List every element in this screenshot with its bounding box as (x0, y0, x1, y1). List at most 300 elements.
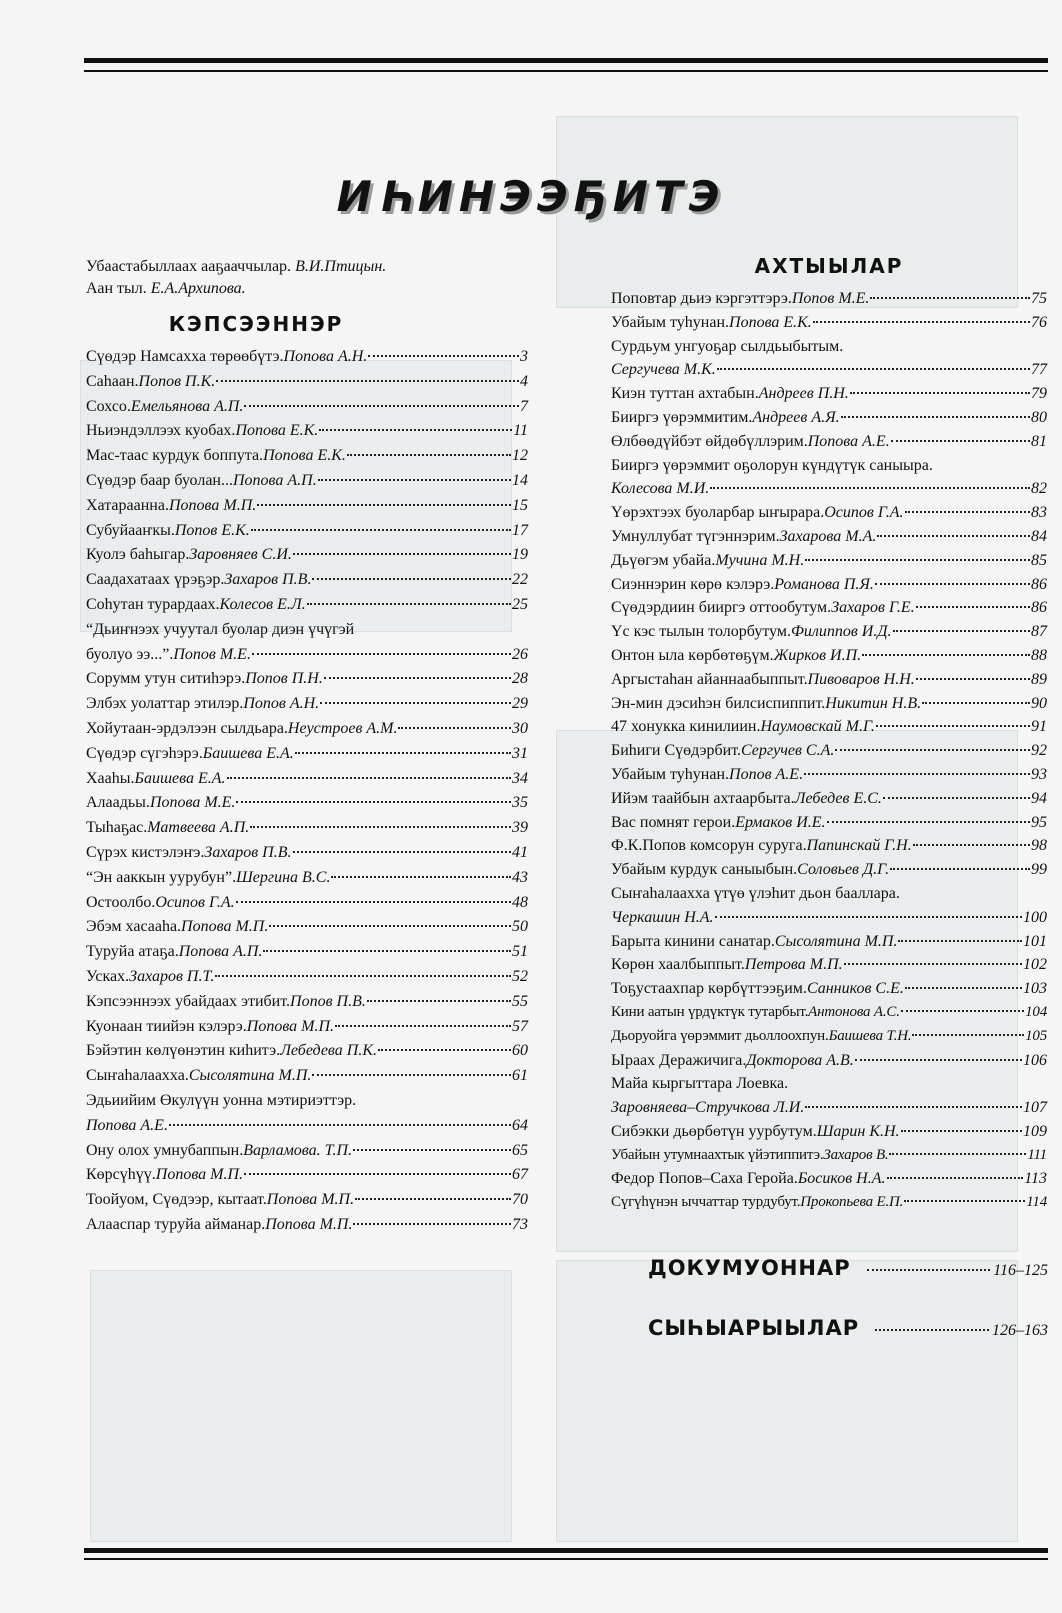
toc-entry (86, 571, 528, 596)
entry-title: Вас помнят герои. (611, 813, 736, 831)
entry-author: Колесова М.И. (611, 480, 710, 498)
entry-author: Попова М.П. (181, 918, 269, 936)
leader-dots (335, 1025, 511, 1027)
entry-author: Попова М.Е. (149, 794, 236, 812)
entry-page-number: 50 (512, 918, 528, 936)
entry-page-number: 84 (1031, 527, 1047, 545)
toc-entry (86, 1018, 528, 1043)
toc-entry (86, 794, 528, 819)
entry-title: Бииргэ үөрэммитим. (611, 408, 753, 426)
entry-author: Попова М.П. (246, 1017, 335, 1035)
toc-entry (611, 814, 1047, 838)
leader-dots (805, 559, 1030, 561)
toc-entry (611, 314, 1047, 338)
entry-title: Хатарааннa. (86, 496, 169, 514)
entry-author: Попов М.Е. (791, 290, 870, 307)
entry-author: Попов А.Н. (243, 695, 320, 713)
leader-dots (353, 1149, 511, 1151)
entry-page-number: 92 (1031, 742, 1047, 760)
toc-entry (86, 894, 528, 919)
leader-dots (875, 583, 1030, 585)
toc-entry (611, 1075, 1047, 1099)
entry-title: Ньиэндэллээх куобах. (86, 422, 236, 440)
toc-entry (611, 433, 1047, 457)
entry-page-number: 57 (512, 1017, 528, 1035)
leader-dots (890, 868, 1030, 870)
entry-author: Папинскай Г.Н. (806, 837, 912, 855)
toc-entry (611, 576, 1047, 600)
entry-title: Майа кыргыттара Лоевка. (611, 1075, 789, 1093)
entry-page-number: 39 (512, 819, 528, 837)
entry-title: Сүөдэрдиин бииргэ оттообутум. (611, 599, 832, 617)
leader-dots (215, 975, 511, 977)
toc-entry (86, 596, 528, 621)
section-heading-akhtylar: АХТЫЫЛАР (754, 254, 904, 278)
entry-title: Субуйааҥкы. (86, 521, 175, 539)
entry-page-number: 113 (1024, 1170, 1047, 1188)
entry-title: Куолэ баһыгар. (86, 546, 190, 564)
entry-author: Матвеева А.П. (147, 819, 250, 837)
toc-entry (86, 1117, 528, 1142)
entry-title: Сыҥаһалаахха үтүө үлэһит дьон бааллара. (611, 884, 900, 902)
entry-title: Киэн туттан ахтабын. (611, 385, 759, 403)
leader-dots (355, 1198, 511, 1200)
entry-title: Саадахатаах үрэҕэр. (86, 571, 225, 589)
toc-entry (611, 290, 1047, 314)
entry-page-number: 98 (1031, 837, 1047, 855)
leader-dots (263, 950, 511, 952)
entry-author: Попов П.К. (138, 372, 216, 390)
leader-dots (378, 1049, 511, 1051)
leader-dots (295, 752, 511, 754)
entry-title: Тоҕустаахпар көрбүттээҕим. (611, 980, 807, 998)
entry-author: Осипов Г.А. (824, 504, 904, 522)
toc-entry (611, 766, 1047, 790)
intro-line (86, 278, 516, 300)
entry-page-number: 14 (512, 471, 528, 489)
sources-entry (648, 1316, 1048, 1340)
toc-entry (86, 720, 528, 745)
entry-title: Өлбөөдүйбэт өйдөбүллэрим. (611, 432, 808, 450)
toc-entry (86, 745, 528, 770)
entry-title: Сыҥаһалаахха. (86, 1067, 189, 1085)
toc-entry (611, 623, 1047, 647)
entry-author: Шергина В.С. (236, 868, 331, 886)
entry-title: Онтон ыла көрбөтөҕүм. (611, 646, 774, 664)
entry-author: Сергучева М.К. (611, 361, 716, 379)
toc-entry (611, 861, 1047, 885)
toc-entry (86, 844, 528, 869)
entry-author: Сысолятина М.П. (188, 1067, 312, 1085)
documents-pages: 116–125 (993, 1262, 1048, 1279)
entry-page-number: 64 (512, 1116, 528, 1134)
toc-entry (86, 1191, 528, 1216)
entry-author: Попов Е.К. (174, 521, 250, 539)
entry-page-number: 17 (512, 521, 528, 539)
entry-title: Тыһаҕас. (86, 819, 148, 837)
leader-dots (169, 1124, 511, 1126)
entry-author: Попов А.Е. (729, 765, 804, 783)
entry-title: Сүрэх кистэлэҥэ. (86, 843, 205, 861)
entry-page-number: 111 (1027, 1146, 1047, 1163)
leader-dots (236, 801, 511, 803)
entry-page-number: 105 (1025, 1027, 1047, 1044)
entry-page-number: 109 (1023, 1122, 1047, 1140)
toc-entry (86, 546, 528, 571)
entry-title: Дьүөгэм убайа. (611, 551, 716, 569)
toc-entry (611, 1170, 1047, 1194)
top-rule (84, 58, 1048, 72)
entry-title: Сүөдэр сүгэһэрэ. (86, 744, 203, 762)
entry-author: Романова П.Я. (774, 575, 874, 593)
leader-dots (312, 1074, 511, 1076)
entry-author: Попова Е.К. (729, 313, 812, 331)
page-title: ИҺИНЭЭҔИТЭ (336, 172, 726, 221)
entry-author: Попов П.Н. (245, 670, 323, 688)
toc-entry (611, 385, 1047, 409)
leader-dots (891, 440, 1030, 442)
entry-author: Наумовскай М.Г. (760, 718, 875, 736)
entry-title: Үс кэс тылын толорбутум. (611, 623, 792, 641)
leader-dots (850, 392, 1030, 394)
leader-dots (257, 504, 511, 506)
intro-text: Убаастабыллаах ааҕааччылар. (86, 258, 296, 275)
documents-heading: ДОКУМУОННАР (648, 1256, 851, 1280)
entry-author: Попова А.П. (178, 943, 263, 961)
entry-author: Антонова А.С. (808, 1003, 900, 1020)
show-through-photo (90, 1270, 512, 1542)
entry-title: “Эн ааккын уурубун”. (86, 868, 237, 886)
entry-page-number: 48 (512, 893, 528, 911)
entry-title: Сорумм утун ситиһэрэ. (86, 670, 246, 688)
entry-page-number: 88 (1031, 646, 1047, 664)
entry-author: Докторова А.В. (746, 1051, 854, 1069)
entry-page-number: 94 (1031, 789, 1047, 807)
leader-dots (841, 416, 1030, 418)
leader-dots (312, 578, 511, 580)
leader-dots (216, 380, 519, 382)
entry-title: Ф.К.Попов комсорун суруга. (611, 837, 807, 855)
entry-title: Куонаан тиийэн кэлэрэ. (86, 1017, 247, 1035)
toc-entry (86, 646, 528, 671)
toc-entry (86, 472, 528, 497)
toc-entry (611, 742, 1047, 766)
entry-page-number: 51 (512, 943, 528, 961)
toc-entry (86, 497, 528, 522)
leader-dots (875, 1329, 989, 1331)
entry-title: Мас-таас курдук боппута. (86, 447, 264, 465)
toc-entry (611, 671, 1047, 695)
toc-entry (611, 695, 1047, 719)
entry-page-number: 7 (520, 397, 528, 415)
entry-title: Саһаан. (86, 372, 139, 390)
entry-page-number: 86 (1031, 575, 1047, 593)
entry-author: Неустроев А.М. (287, 719, 398, 737)
entry-author: Захаров П.В. (204, 843, 292, 861)
leader-dots (827, 821, 1030, 823)
entry-page-number: 52 (512, 967, 528, 985)
toc-entry (611, 528, 1047, 552)
entry-title: Убайын утумнаахтык үйэтиппитэ. (611, 1146, 824, 1163)
toc-entry (86, 695, 528, 720)
leader-dots (804, 773, 1030, 775)
leader-dots (844, 963, 1022, 965)
toc-entry (86, 373, 528, 398)
toc-entry (86, 819, 528, 844)
leader-dots (250, 826, 511, 828)
entry-title: Усках. (86, 967, 130, 985)
leader-dots (307, 603, 511, 605)
entry-page-number: 102 (1023, 956, 1047, 974)
entry-page-number: 114 (1026, 1194, 1047, 1211)
entry-page-number: 25 (512, 595, 528, 613)
toc-entry (86, 1216, 528, 1241)
entry-author: Лебедева П.К. (280, 1042, 377, 1060)
leader-dots (916, 606, 1030, 608)
leader-dots (867, 1269, 991, 1271)
leader-dots (251, 529, 511, 531)
entry-author: Никитин Н.В. (825, 694, 922, 712)
entry-author: Черкашин Н.А. (611, 908, 714, 926)
entry-page-number: 29 (512, 695, 528, 713)
leader-dots (715, 916, 1022, 918)
leader-dots (319, 429, 512, 431)
entry-author: Емельянова А.П. (130, 397, 244, 415)
entry-title: Федор Попов–Саха Геройа. (611, 1170, 798, 1188)
entry-page-number: 73 (512, 1215, 528, 1233)
entry-page-number: 101 (1023, 932, 1047, 950)
entry-title: Аргыстаһан айаннаабыппыт. (611, 670, 808, 688)
leader-dots (227, 777, 511, 779)
leader-dots (905, 511, 1031, 513)
entry-title: Элбэх уолаттар этилэр. (86, 695, 244, 713)
toc-entry (611, 1004, 1047, 1028)
entry-page-number: 80 (1031, 408, 1047, 426)
toc-entry (86, 968, 528, 993)
leader-dots (318, 479, 511, 481)
entry-page-number: 31 (512, 744, 528, 762)
entry-author: Захаров П.Т. (129, 967, 215, 985)
entry-title: Убайым туһунан. (611, 313, 730, 331)
entry-title: Поповтар дьиэ кэргэттэрэ. (611, 290, 792, 307)
entry-title: Дьоруойга үөрэммит дьоллоохпун. (611, 1027, 829, 1044)
entry-author: Попова А.Е. (807, 432, 890, 450)
entry-author: Попова М.П. (265, 1215, 353, 1233)
entry-title: Ону олох умнубаппын. (86, 1141, 244, 1159)
entry-page-number: 79 (1031, 385, 1047, 403)
documents-entry (648, 1256, 1048, 1280)
toc-entry (86, 348, 528, 373)
toc-entry (611, 885, 1047, 909)
toc-entry (86, 770, 528, 795)
entry-title: Остоолбо. (86, 893, 156, 911)
entry-page-number: 55 (512, 992, 528, 1010)
entry-author: Баишева Е.А. (134, 769, 226, 787)
toc-entry (86, 993, 528, 1018)
leader-dots (912, 1034, 1024, 1036)
leader-dots (368, 355, 519, 357)
entry-page-number: 77 (1031, 361, 1047, 379)
entry-page-number: 67 (512, 1166, 528, 1184)
entry-title: Ыраах Деражичига. (611, 1051, 747, 1069)
entry-page-number: 60 (512, 1042, 528, 1060)
entry-page-number: 82 (1031, 480, 1047, 498)
leader-dots (862, 654, 1030, 656)
entry-title: Сиэннэрин көрө кэлэрэ. (611, 575, 775, 593)
entry-title: Бэйэтин көлүөнэтин киһитэ. (86, 1042, 281, 1060)
entry-author: Лебедев Е.С. (794, 789, 882, 807)
entry-title: Бииргэ үөрэммит оҕолорун күндүтүк саныыра. (611, 456, 933, 474)
entry-page-number: 91 (1031, 718, 1047, 736)
entry-title: “Дьиҥнээх учуутал буолар диэн үчүгэй (86, 620, 355, 638)
entry-author: Попова А.Е. (86, 1116, 168, 1134)
leader-dots (353, 1223, 511, 1225)
entry-page-number: 95 (1031, 813, 1047, 831)
entry-title: Сурдьум унгуоҕар сылдьыбытым. (611, 337, 844, 355)
toc-entry (611, 1147, 1047, 1171)
entry-title: Эн-мин дэсиһэн билсиспиппит. (611, 694, 826, 712)
toc-entry (86, 670, 528, 695)
entry-page-number: 104 (1025, 1003, 1047, 1020)
leader-dots (244, 405, 519, 407)
intro-block (86, 256, 516, 300)
entry-title: буолуо ээ...”. (86, 645, 174, 663)
entry-page-number: 41 (512, 843, 528, 861)
entry-author: Сысолятина М.П. (774, 932, 898, 950)
entry-author: Колесов Е.Л. (219, 595, 306, 613)
toc-entry (86, 1042, 528, 1067)
entry-author: Попов М.Е. (173, 645, 251, 663)
entry-title: Алааспар туруйа айманар. (86, 1215, 266, 1233)
entry-title: Убайым курдук саныыбын. (611, 861, 798, 879)
entry-page-number: 15 (512, 496, 528, 514)
entry-title: Кини аатын үрдүктүк тутарбыт. (611, 1003, 809, 1020)
toc-entry (611, 933, 1047, 957)
leader-dots (717, 368, 1030, 370)
entry-title: Алаадьы. (86, 794, 150, 812)
toc-entry (86, 522, 528, 547)
entry-page-number: 11 (513, 422, 528, 440)
entry-title: Хааһы. (86, 769, 135, 787)
leader-dots (269, 925, 511, 927)
toc-entry (611, 457, 1047, 481)
leader-dots (320, 702, 511, 704)
leader-dots (913, 844, 1030, 846)
entry-title: Сүөдэр баар буолан... (86, 471, 233, 489)
entry-title: Соһутан турардаах. (86, 595, 220, 613)
entry-page-number: 61 (512, 1067, 528, 1085)
toc-entry (86, 398, 528, 423)
leader-dots (922, 702, 1030, 704)
leader-dots (813, 321, 1030, 323)
sources-pages: 126–163 (992, 1322, 1048, 1339)
entry-page-number: 100 (1023, 908, 1047, 926)
entry-title: Туруйа атаҕа. (86, 943, 179, 961)
intro-author: Е.А.Архипова. (150, 280, 246, 297)
entry-page-number: 22 (512, 571, 528, 589)
entry-title: Көрөн хаалбыппыт. (611, 956, 745, 974)
entry-page-number: 107 (1023, 1099, 1047, 1117)
entry-author: Захарова М.А. (779, 527, 877, 545)
toc-entry (86, 447, 528, 472)
leader-dots (855, 1059, 1022, 1061)
leader-dots (244, 1173, 511, 1175)
entry-page-number: 106 (1023, 1051, 1047, 1069)
entry-title: Кэпсээннээх убайдаах этибит. (86, 992, 291, 1010)
entry-title: Сүөдэр Намсахха төрөөбүтэ. (86, 348, 284, 365)
entry-author: Ермаков И.Е. (735, 813, 826, 831)
leader-dots (904, 1200, 1025, 1202)
entry-page-number: 4 (520, 372, 528, 390)
leader-dots (893, 630, 1030, 632)
leader-dots (347, 454, 511, 456)
entry-page-number: 83 (1031, 504, 1047, 522)
entry-author: Попова М.П. (266, 1191, 355, 1209)
leader-dots (293, 553, 511, 555)
entry-page-number: 19 (512, 546, 528, 564)
toc-entry (611, 1194, 1047, 1218)
entry-author: Прокопьева Е.П. (800, 1194, 904, 1211)
leader-dots (876, 725, 1030, 727)
toc-entry (611, 1052, 1047, 1076)
entry-author: Баишева Т.Н. (828, 1027, 912, 1044)
entry-author: Заровняев С.И. (189, 546, 292, 564)
entry-page-number: 86 (1031, 599, 1047, 617)
entry-author: Осипов Г.А. (155, 893, 235, 911)
toc-entry (611, 909, 1047, 933)
entry-page-number: 99 (1031, 861, 1047, 879)
entry-author: Соловьев Д.Г. (797, 861, 890, 879)
entry-page-number: 89 (1031, 670, 1047, 688)
entry-page-number: 3 (520, 348, 528, 365)
intro-text: Аан тыл. (86, 280, 151, 297)
entry-author: Санников С.Е. (806, 980, 904, 998)
toc-entry (611, 504, 1047, 528)
leader-dots (293, 851, 512, 853)
toc-entry (611, 361, 1047, 385)
entry-author: Сергучев С.А. (741, 742, 835, 760)
entry-title: Хойутаан-эрдэлээн сылдьара. (86, 719, 288, 737)
entry-page-number: 43 (512, 868, 528, 886)
entry-page-number: 30 (512, 719, 528, 737)
toc-entry (611, 956, 1047, 980)
entry-page-number: 81 (1031, 432, 1047, 450)
entry-page-number: 34 (512, 769, 528, 787)
toc-entry (86, 422, 528, 447)
toc-entry (611, 552, 1047, 576)
toc-entry (86, 1092, 528, 1117)
sources-heading: СЫҺЫАРЫЫЛАР (648, 1316, 860, 1340)
leader-dots (883, 797, 1030, 799)
toc-entry (611, 338, 1047, 362)
entry-author: Захаров Г.Е. (831, 599, 915, 617)
entry-page-number: 70 (512, 1191, 528, 1209)
toc-entry (611, 790, 1047, 814)
entry-page-number: 12 (512, 447, 528, 465)
entry-title: Үөрэхтээх буоларбар ыҥырара. (611, 504, 825, 522)
toc-entry (611, 409, 1047, 433)
toc-entry (611, 718, 1047, 742)
leader-dots (805, 1106, 1022, 1108)
toc-entry (611, 1123, 1047, 1147)
entry-author: Шарин К.Н. (816, 1122, 900, 1140)
toc-entry (86, 621, 528, 646)
bottom-rule (84, 1548, 1048, 1560)
entry-author: Попова М.П. (168, 496, 257, 514)
toc-entry (611, 980, 1047, 1004)
show-through-photo (556, 1260, 1018, 1542)
entry-page-number: 65 (512, 1141, 528, 1159)
